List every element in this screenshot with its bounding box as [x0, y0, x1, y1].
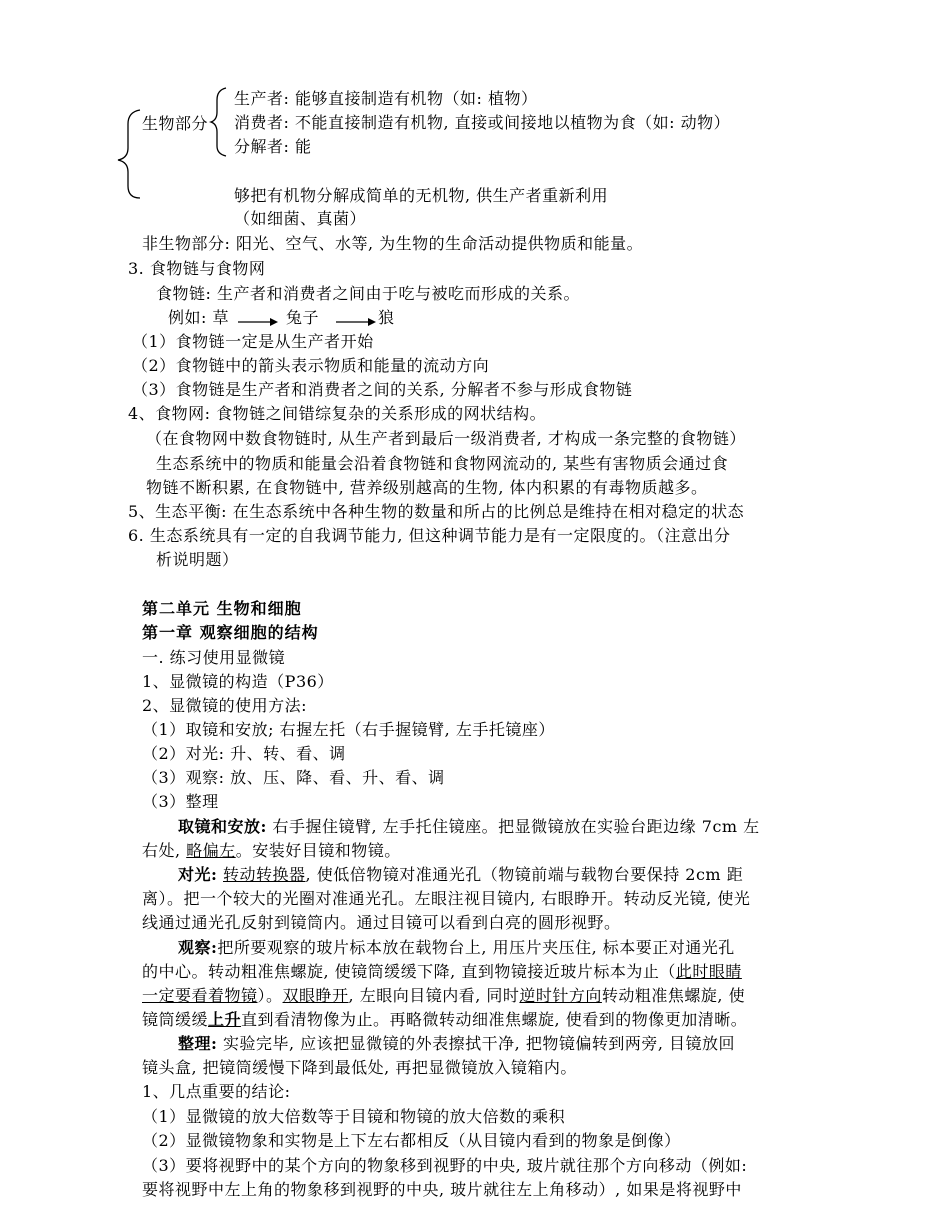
usage-step-1: （1）取镜和安放; 右握左托（右手握镜臂, 左手托镜座）: [142, 720, 555, 739]
observe-paragraph-line-2: 的中心。转动粗准焦螺旋, 使镜筒缓缓下降, 直到物镜接近玻片标本为止（此时眼睛: [142, 962, 742, 981]
food-chain-heading: 3. 食物链与食物网: [128, 259, 266, 278]
abiotic-part: 非生物部分: 阳光、空气、水等, 为生物的生命活动提供物质和能量。: [142, 234, 644, 253]
unit-title: 第二单元 生物和细胞: [142, 599, 302, 618]
observe-paragraph-line-4: 镜筒缓缓上升直到看清物像为止。再略微转动细准焦螺旋, 使看到的物像更加清晰。: [142, 1010, 748, 1029]
observe-paragraph-line-1: 观察:把所要观察的玻片标本放在载物台上, 用压片夹压住, 标本要正对通光孔: [178, 938, 735, 957]
tidy-paragraph-line-1: 整理: 实验完毕, 应该把显微镜的外表擦拭干净, 把物镜偏转到两旁, 目镜放回: [178, 1034, 736, 1053]
food-chain-example-prefix: 例如: 草: [168, 308, 229, 327]
conclusion-1: （1）显微镜的放大倍数等于目镜和物镜的放大倍数的乘积: [142, 1107, 566, 1126]
conclusion-2: （2）显微镜物象和实物是上下左右都相反（从目镜内看到的物象是倒像）: [142, 1131, 681, 1150]
food-chain-definition: 食物链: 生产者和消费者之间由于吃与被吃而形成的关系。: [156, 284, 580, 303]
self-regulation-line-2: 析说明题）: [156, 550, 239, 569]
food-chain-point-3: （3）食物链是生产者和消费者之间的关系, 分解者不参与形成食物链: [132, 380, 633, 399]
conclusion-3-line-1: （3）要将视野中的某个方向的物象移到视野的中央, 玻片就往那个方向移动（例如:: [142, 1156, 748, 1175]
accumulation-line-2: 物链不断积累, 在食物链中, 营养级别越高的生物, 体内积累的有毒物质越多。: [146, 478, 708, 497]
self-regulation-line-1: 6. 生态系统具有一定的自我调节能力, 但这种调节能力是有一定限度的。（注意出分: [128, 526, 731, 545]
consumer-line: 消费者: 不能直接制造有机物, 直接或间接地以植物为食（如: 动物）: [234, 113, 731, 132]
decomposer-desc: 够把有机物分解成简单的无机物, 供生产者重新利用: [234, 186, 609, 205]
conclusions-heading: 1、几点重要的结论:: [142, 1082, 291, 1101]
observe-label: 观察:: [178, 938, 218, 957]
producer-line: 生产者: 能够直接制造有机物（如: 植物）: [234, 89, 538, 108]
food-web-definition: 4、食物网: 食物链之间错综复杂的关系形成的网状结构。: [128, 404, 547, 423]
chapter-title: 第一章 观察细胞的结构: [142, 623, 319, 642]
usage-step-4: （3）整理: [142, 792, 219, 811]
microscope-structure: 1、显微镜的构造（P36）: [142, 672, 334, 691]
food-web-note: （在食物网中数食物链时, 从生产者到最后一级消费者, 才构成一条完整的食物链）: [146, 429, 746, 448]
outer-brace: [118, 110, 140, 198]
light-paragraph-line-2: 离）。把一个较大的光圈对准通光孔。左眼注视目镜内, 右眼睁开。转动反光镜, 使光: [142, 889, 751, 908]
arrow-icon: [238, 318, 278, 326]
take-label: 取镜和安放:: [178, 817, 267, 836]
decomposer-line: 分解者: 能: [234, 137, 312, 156]
light-paragraph-line-3: 线通过通光孔反射到镜筒内。通过目镜可以看到白亮的圆形视野。: [142, 913, 621, 932]
biotic-part-label: 生物部分: [142, 114, 209, 133]
usage-step-2: （2）对光: 升、转、看、调: [142, 744, 346, 763]
microscope-usage: 2、显微镜的使用方法:: [142, 696, 308, 715]
ecological-balance: 5、生态平衡: 在生态系统中各种生物的数量和所占的比例总是维持在相对稳定的状态: [128, 502, 745, 521]
take-paragraph-line-2: 右处, 略偏左。安装好目镜和物镜。: [142, 841, 401, 860]
section-heading: 一. 练习使用显微镜: [142, 648, 286, 667]
tidy-label: 整理:: [178, 1034, 218, 1053]
accumulation-line-1: 生态系统中的物质和能量会沿着食物链和食物网流动的, 某些有害物质会通过食: [156, 454, 729, 473]
usage-step-3: （3）观察: 放、压、降、看、升、看、调: [142, 768, 445, 787]
food-chain-example-rabbit: 兔子: [286, 308, 320, 327]
tidy-paragraph-line-2: 镜头盒, 把镜筒缓慢下降到最低处, 再把显微镜放入镜箱内。: [142, 1058, 577, 1077]
conclusion-3-line-2: 要将视野中左上角的物象移到视野的中央, 玻片就往左上角移动）, 如果是将视野中: [142, 1180, 742, 1199]
food-chain-example-wolf: 狼: [378, 308, 395, 327]
inner-brace: [211, 88, 226, 156]
arrow-icon: [336, 318, 376, 326]
food-chain-point-1: （1）食物链一定是从生产者开始: [132, 332, 374, 351]
food-chain-point-2: （2）食物链中的箭头表示物质和能量的流动方向: [132, 356, 490, 375]
observe-paragraph-line-3: 一定要看着物镜）。双眼睁开, 左眼向目镜内看, 同时逆时针方向转动粗准焦螺旋, 使: [142, 986, 746, 1005]
light-paragraph-line-1: 对光: 转动转换器, 使低倍物镜对准通光孔（物镜前端与载物台要保持 2cm 距: [178, 865, 744, 884]
light-label: 对光:: [178, 865, 218, 884]
take-paragraph-line-1: 取镜和安放: 右手握住镜臂, 左手托住镜座。把显微镜放在实验台距边缘 7cm 左: [178, 817, 760, 836]
decomposer-examples: （如细菌、真菌）: [234, 209, 367, 228]
